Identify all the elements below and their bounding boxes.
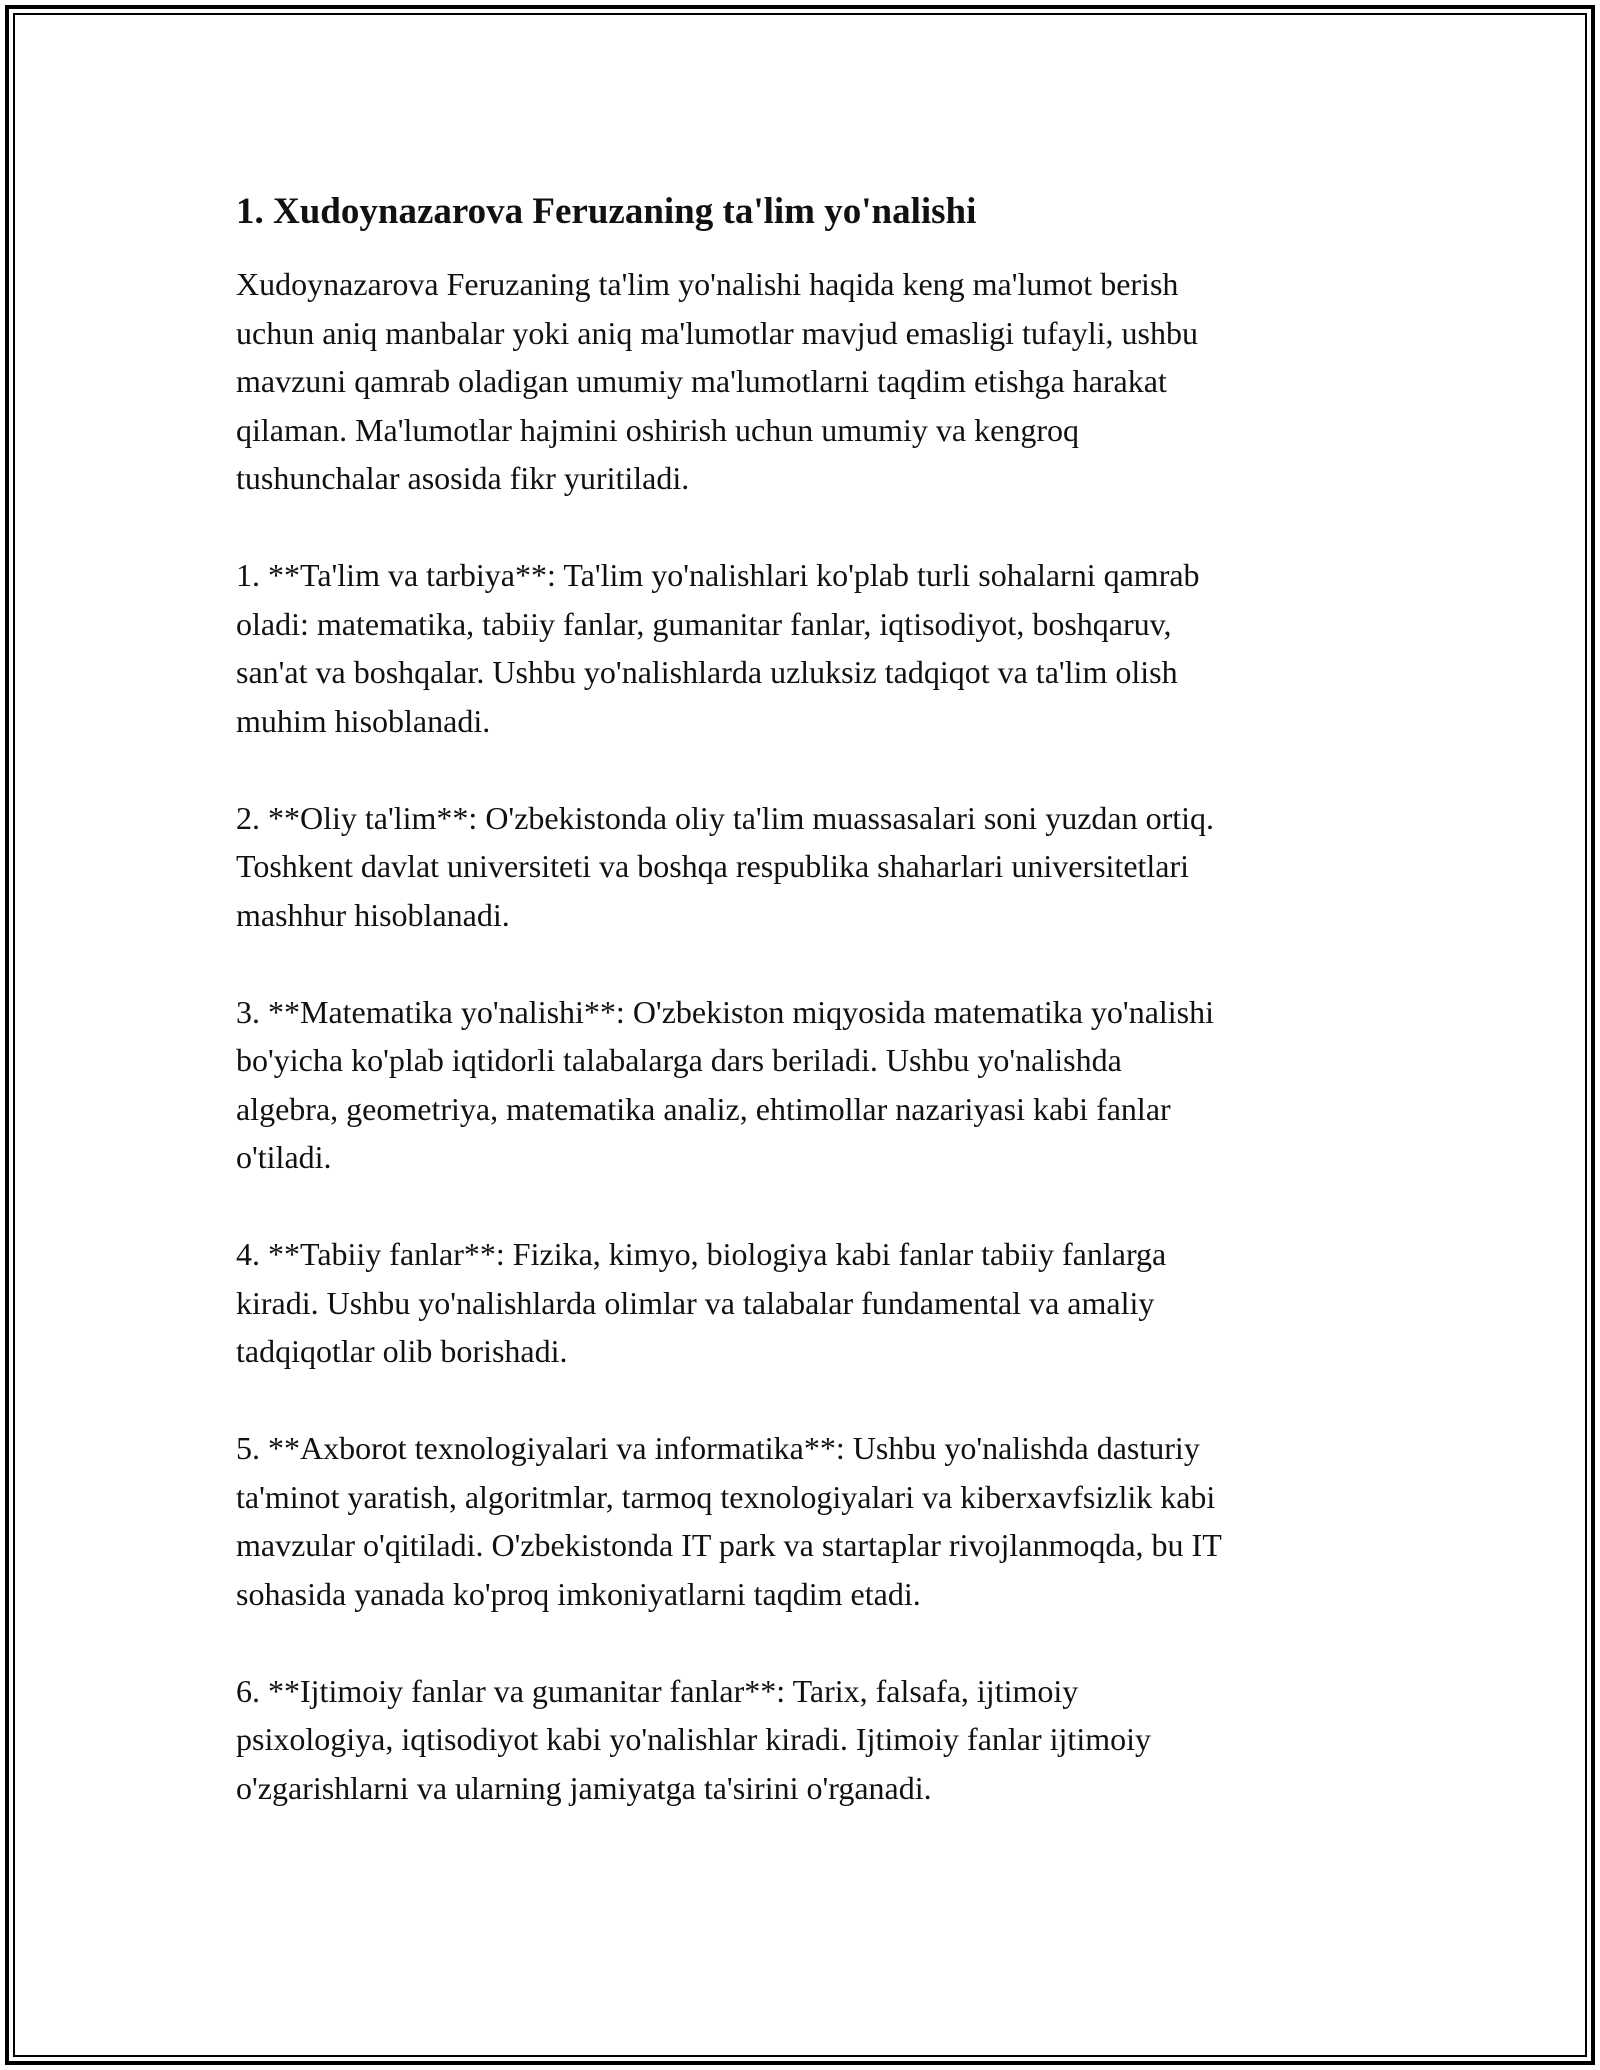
intro-paragraph: Xudoynazarova Feruzaning ta'lim yo'nalishi haqida keng ma'lumot berish uchun aniq manbalar yoki aniq ma'lumotlar mavjud emasligi tufayli, ushbu mavzuni qamrab oladigan umumiy ma'lumotlarni taqdim etishga harakat qilaman. Ma'lumotlar hajmini oshirish uchun umumiy va kengroq tushunchalar asosida fikr yuritiladi.	[236, 266, 1198, 496]
document-body	[236, 188, 1386, 1861]
list-item-tabiiy-fanlar: 4. **Tabiiy fanlar**: Fizika, kimyo, biologiya kabi fanlar tabiiy fanlarga kiradi. Ushbu yo'nalishlarda olimlar va talabalar fundamental va amaliy tadqiqotlar olib borishadi.	[236, 1236, 1167, 1369]
list-item-axborot-texnologiyalari: 5. **Axborot texnologiyalari va informatika**: Ushbu yo'nalishda dasturiy ta'minot yaratish, algoritmlar, tarmoq texnologiyalari va kiberxavfsizlik kabi mavzular o'qitiladi. O'zbekistonda IT park va startaplar rivojlanmoqda, bu IT sohasida yanada ko'proq imkoniyatlarni taqdim etadi.	[236, 1430, 1222, 1612]
list-item-talim-va-tarbiya: 1. **Ta'lim va tarbiya**: Ta'lim yo'nalishlari ko'plab turli sohalarni qamrab oladi: matematika, tabiiy fanlar, gumanitar fanlar, iqtisodiyot, boshqaruv, san'at va boshqalar. Ushbu yo'nalishlarda uzluksiz tadqiqot va ta'lim olish muhim hisoblanadi.	[236, 557, 1200, 739]
list-item-matematika: 3. **Matematika yo'nalishi**: O'zbekiston miqyosida matematika yo'nalishi bo'yicha ko'plab iqtidorli talabalarga dars beriladi. Ushbu yo'nalishda algebra, geometriya, matematika analiz, ehtimollar nazariyasi kabi fanlar o'tiladi.	[236, 993, 1215, 1175]
list-item-ijtimoiy-fanlar: 6. **Ijtimoiy fanlar va gumanitar fanlar**: Tarix, falsafa, ijtimoiy psixologiya, iqtisodiyot kabi yo'nalishlar kiradi. Ijtimoiy fanlar ijtimoiy o'zgarishlarni va ularning jamiyatga ta'sirini o'rganadi.	[236, 1672, 1151, 1806]
document-title: 1. Xudoynazarova Feruzaning ta'lim yo'nalishi	[236, 191, 977, 232]
list-item-oliy-talim: 2. **Oliy ta'lim**: O'zbekistonda oliy ta'lim muassasalari soni yuzdan ortiq. Toshkent davlat universiteti va boshqa respublika shaharlari universitetlari mashhur hisoblanadi.	[236, 799, 1215, 933]
